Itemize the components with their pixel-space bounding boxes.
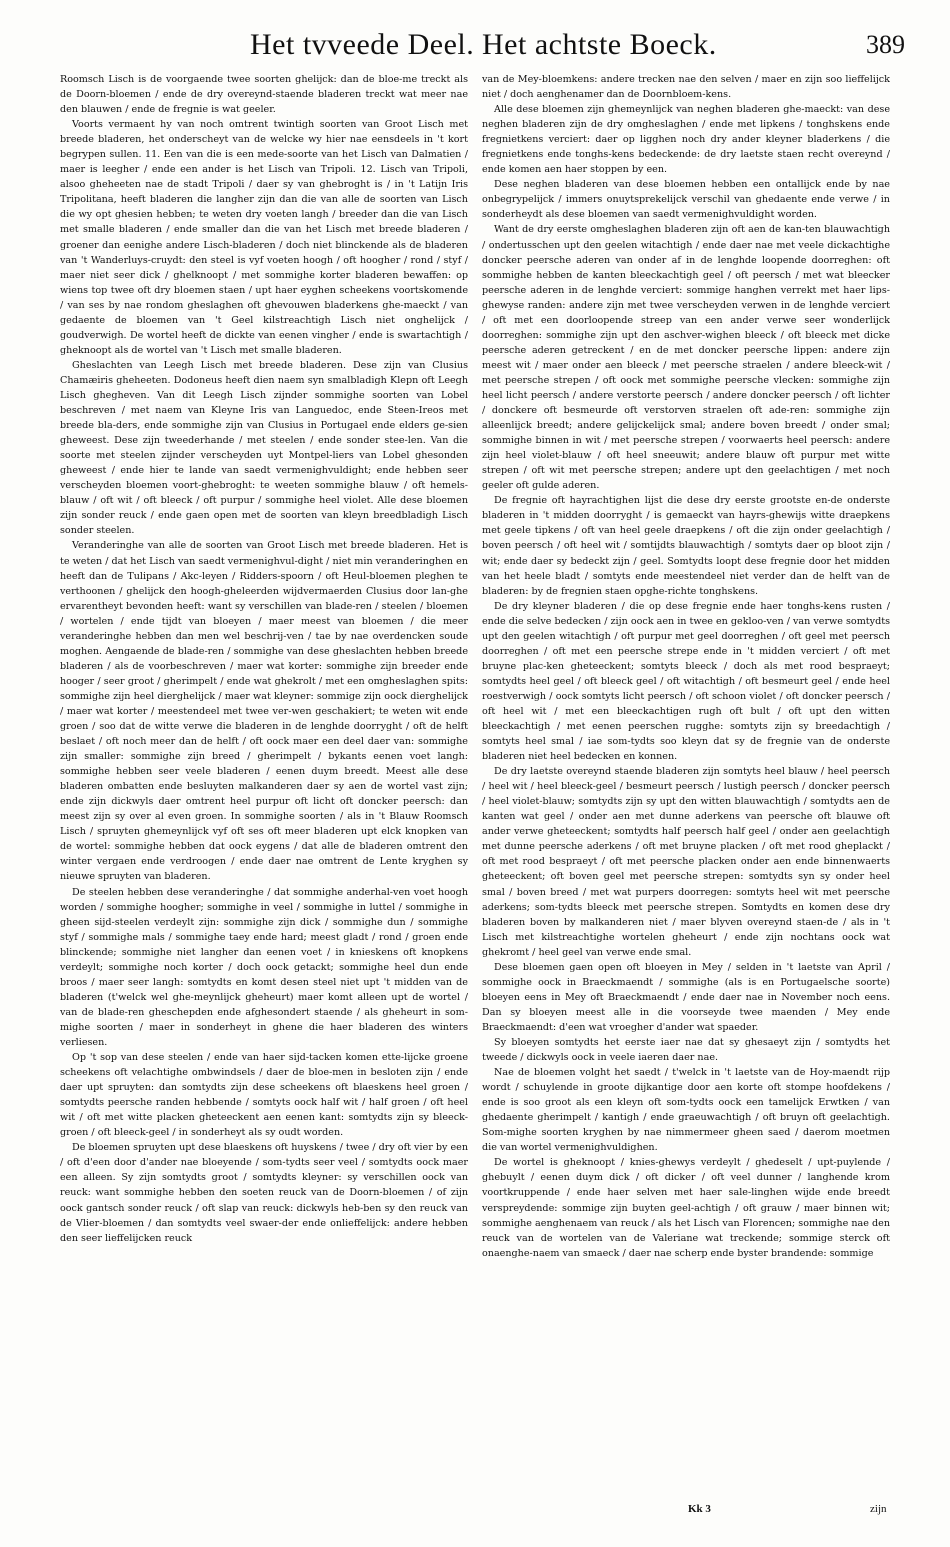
part-title: Het tvveede Deel. <box>250 28 475 61</box>
book-title: Het achtste Boeck. <box>482 28 717 61</box>
paragraph: Roomsch Lisch is de voorgaende twee soorten ghelijck: dan de bloe-me treckt als de Doorn-bloemen / ende de dry overeynd-staende bladeren treckt wat meer nae den blauwen / ende de fregnie is wat geeler. <box>60 74 468 116</box>
paragraph: De dry kleyner bladeren / die op dese fregnie ende haer tonghs-kens rusten / ende die selve bedecken / zijn oock aen in twee en gekloo-ven / van verwe somtydts upt den geelen witachtigh / oft purpur met geel doorreghen / oft geel met peersch doorreghen / oft met een peersche strepe ende in 't midden verciert / oft met bruyne plac-ken gheteeckent; somtyts bleeck / doch als met rood bespraeyt; somtydts heel geel / oft bleeck geel / oft witachtigh / oft besmeurt geel / ende heel roestverwigh / oock somtyts licht peersch / oft schoon violet / oft doncker peersch / oft heel wit / met een bleeckachtigen rugh oft bult / oft upt den witten bleeckachtigh / met eenen peerschen rugghe: somtyts zijn sy breedachtigh / somtyts heel smal / iae som-tydts soo kleyn dat sy de fregnie van de onderste bladeren niet heel bedecken en konnen. <box>482 600 890 763</box>
page-footer <box>0 1503 950 1527</box>
left-text-column <box>60 72 468 1502</box>
paragraph: De fregnie oft hayrachtighen lijst die dese dry eerste grootste en-de onderste bladeren in 't midden doorryght / is gemaeckt van hayrs-ghewijs witte draepkens met geele tipkens / oft van heel geele draepkens / oft die zijn onder geelachtigh / boven peersch / oft heel wit / somtijdts blauwachtigh / somtyts daer op bloot zijn / wit; ende daer sy bedeckt zijn / geel. Somtydts loopt dese fregnie door het midden van het heele bladt / somtyts ende meestendeel niet verder dan de helft van de bladeren: by de fregnien staen opghe-richte tonghskens. <box>482 495 890 597</box>
paragraph: Dese neghen bladeren van dese bloemen hebben een ontallijck ende by nae onbegrypelijck / immers onuytsprekelijck verschil van ghedaente ende verwe / in sonderheydt als dese bloemen van saedt vermenighvuldight worden. <box>482 179 890 221</box>
paragraph: De steelen hebben dese veranderinghe / dat sommighe anderhal-ven voet hoogh worden / sommighe hoogher; sommighe in veel / sommighe in luttel / sommighe in gheen sijd-steelen verdeylt zijn: sommighe zijn dick / sommighe dun / sommighe styf / sommighe mals / sommighe taey ende hard; meest gladt / rond / groen ende blinckende; sommighe niet langher dan eenen voet / in knieskens oft knopkens verdeylt; sommighe noch korter / doch oock getackt; sommighe heel dun ende broos / maer seer langh: somtydts en komt desen steel niet upt 't midden van de bladeren (t'welck wel ghe-meynlijck gheheurt) maer komt alleen upt de wortel / van de blade-ren gheschepden ende afghesondert staende / als gheheurt in som-mighe soorten / maer in sonderheyt in ghene die haer bladeren des winters verliesen. <box>60 886 468 1048</box>
paragraph: Voorts vermaent hy van noch omtrent twintigh soorten van Groot Lisch met breede bladeren, het onderscheyt van de welcke wy hier nae eensdeels in 't kort begrypen sullen. 11. Een van die is een mede-soorte van het Lisch van Dalmatien / maer is leegher / ende een ander is het Lisch van Tripoli. 12. Lisch van Tripoli, alsoo gheheeten nae de stadt Tripoli / daer sy van ghebroght is / in 't Latijn Iris Tripolitana, heeft bladeren die langher zijn dan die van alle de soorten van Lisch die wy opt ghesien hebben; te weten dry voeten langh / breeder dan die van Lisch met smalle bladeren / ende smaller dan die van het Lisch met breede bladeren / groener dan eenighe andere Lisch-bladeren / doch niet blinckende als de bladeren van 't Wanderluys-cruydt: den steel is vyf voeten hoogh / oft hoogher / rond / styf / maer niet seer dick / ghelknoopt / met sommighe korter bladeren bewaffen: op wiens top twee oft dry bloemen staen / upt haer eyghen scheekens voortskomende / van ses by nae rondom gheslaghen oft ghevouwen bladerkens ghe-maeckt / van gedaente de bloemen van 't Geel kilstreachtigh Lisch niet onghelijck / goudverwigh. De wortel heeft de dickte van eenen vingher / ende is swartachtigh / gheknoopt als de wortel van 't Lisch met smalle bladeren. <box>60 119 468 356</box>
paragraph: Gheslachten van Leegh Lisch met breede bladeren. Dese zijn van Clusius Chamæiris gheheeten. Dodoneus heeft dien naem syn smalbladigh Klepn oft Leegh Lisch ghegheven. Van dit Leegh Lisch zijnder sommighe soorten van Lobel beschreven / met naem van Kleyne Iris van Languedoc, ende Steen-Ireos met breede bla-ders, ende sommighe zijn van Clusius in Portugael ende elders ge-sien gheweest. Dese zijn tweederhande / met steelen / ende sonder stee-len. Van die soorte met steelen zijnder verscheyden uyt Montpel-liers van Lobel ghesonden gheweest / ende hier te lande van saedt vermenighvuldight; ende hebben seer verscheyden bloemen voort-ghebroght: te weeten sommighe blauw / oft hemels-blauw / oft wit / oft bleeck / oft purpur / sommighe heel violet. Alle dese bloemen zijn sonder reuck / ende gaen open met de soorten van kleyn breedbladigh Lisch sonder steelen. <box>60 359 468 537</box>
paragraph: Want de dry eerste omgheslaghen bladeren zijn oft aen de kan-ten blauwachtigh / ondertusschen upt den geelen witachtigh / ende daer nae met veele dickachtighe doncker peersche aderen van onder af in de lenghde loopende doorreghen: oft sommighe hebben de kanten bleeckachtigh geel / oft peersch / met wat bleecker peersche aderen in de lenghde verciert: sommige hanghen verrekt met haer lips-ghewyse randen: andere zijn met twee verscheyden verwen in de lenghde verciert / oft met een doorloopende streep van een ander verwe seer wonderlijck doorreghen: sommighe zijn upt den aschver-wighen bleeck / oft bleeck met dicke peersche aderen getreckent / en de met doncker peersche lippen: andere zijn meest wit / maer onder aen bleeck / met peersche straelen / andere bleeck-wit / met peersche strepen / oft oock met sommighe peersche vlecken: sommighe zijn heel licht peersch / andere verstorte peersch / andere doncker peersch / oft lichter / donckere oft besmeurde oft verstorven straelen oft ade-ren: sommighe zijn alleenlijck breedt; andere gelijckelijck smal; andere boven breedt / onder smal; sommighe binnen in wit / met peersche strepen / voorwaerts heel peersch: andere zijn heel violet-blauw / oft heel sneeuwit; andere blauw oft purpur met witte strepen / oft wit met peersche strepen; andere upt den geelachtigen / met noch geeler oft gulde aderen. <box>482 224 890 492</box>
page-number: 389 <box>866 30 905 59</box>
right-text-column <box>482 72 890 1502</box>
paragraph: Op 't sop van dese steelen / ende van haer sijd-tacken komen ette-lijcke groene scheekens oft velachtighe ombwindsels / daer de bloe-men in besloten zijn / ende daer upt spruyten: dan somtydts zijn dese scheekens oft blaeskens heel groen / somtydts peersche randen hebbende / somtyts oock half wit / half groen / oft heel wit / oft met witte placken gheteeckent aen eenen kant: somtydts zijn sy bleeck-groen / oft bleeck-geel / in sonderheyt als sy oudt worden. <box>60 1052 468 1139</box>
paragraph: Veranderinghe van alle de soorten van Groot Lisch met breede bladeren. Het is te weten / dat het Lisch van saedt vermenighvul-dight / niet min veranderinghen en heeft dan de Tulipans / Akc-leyen / Ridders-spoorn / oft Heul-bloemen pleghen te verthoonen / ghelijck den hoogh-gheleerden wijdvermaerden Clusius door lan-ghe ervarentheyt bevonden heeft: want sy verschillen van blade-ren / steelen / bloemen / wortelen / ende tijdt van bloeyen / maer meest van bloemen / die meer veranderinghe hebben dan men wel beschrij-ven / tae by nae overdencken soude moghen. Aengaende de blade-ren / sommighe van dese gheslachten hebben breede bladeren / als de voorbeschreven / maer wat korter: sommighe zijn breeder ende hooger / seer groot / gherimpelt / ende wat ghekrolt / met een omgheslaghen spits: sommighe zijn heel dierghelijck / maer wat kleyner: sommige zijn oock dierghelijck / maer wat korter / meestendeel met twee ver-wen geschakiert; te weten wit ende groen / soo dat de witte verwe die bladeren in de lenghde doorryght / oft de helft beslaet / oft noch meer dan de helft / oft oock maer een deel daer van: sommighe zijn smaller: sommighe zijn breed / gherimpelt / bykants eenen voet langh: sommighe hebben seer veele bladeren / eenen duym breedt. Meest alle dese bladeren ombatten ende besluyten malkanderen daer sy aen de wortel vast zijn; ende zijn dickwyls daer omtrent heel purpur oft licht oft doncker peersch: dan meest zijn sy over al even groen. In sommighe soorten / als in 't Blauw Roomsch Lisch / spruyten ghemeynlijck vyf oft ses oft meer bladeren upt elck knopken van de wortel: sommighe hebben dat oock eygens / dat alle de bladeren omtrent den winter vergaen ende verdroogen / ende daer nae omtrent de Lente kryghen sy nieuwe spruyten van bladeren. <box>60 540 468 883</box>
paragraph: Nae de bloemen volght het saedt / t'welck in 't laetste van de Hoy-maendt rijp wordt / schuylende in groote dijkantige door aen korte oft stompe hoofdekens / ende is soo groot als een kleyn oft som-tydts oock een tamelijck Erwtken / van ghedaente gherimpelt / kantigh / ende graeuwachtigh / oft bruyn oft geelachtigh. Som-mighe soorten kryghen by nae nimmermeer gheen saed / daerom moetmen die van wortel vermenighvuldighen. <box>482 1067 890 1154</box>
running-head <box>0 28 950 72</box>
paragraph: De bloemen spruyten upt dese blaeskens oft huyskens / twee / dry oft vier by een / oft d'een door d'ander nae bloeyende / som-tydts seer veel / somtydts oock maer een alleen. Sy zijn somtydts groot / somtydts kleyner: sy verschillen oock van reuck: want sommighe hebben den soeten reuck van de Doorn-bloemen / of zijn oock gantsch sonder reuck / oft slap van reuck: dickwyls heb-ben sy den reuck van de Vlier-bloemen / dan somtydts veel swaer-der ende onlieffelijck: andere hebben den seer lieffelijcken reuck <box>60 1142 468 1244</box>
signature-mark: Kk 3 <box>688 1503 711 1515</box>
paragraph: van de Mey-bloemkens: andere trecken nae den selven / maer en zijn soo lieffelijck niet / doch aenghenamer dan de Doornbloem-kens. <box>482 74 890 101</box>
paragraph: Dese bloemen gaen open oft bloeyen in Mey / selden in 't laetste van April / sommighe oock in Braeckmaendt / sommighe (als is en Portugaelsche soorte) bloeyen eens in Mey oft Braeckmaendt / ende daer nae in November noch eens. Dan sy bloeyen meest alle in die voorseyde twee maenden / Mey ende Braeckmaendt: d'een wat vroegher d'ander wat spaeder. <box>482 961 890 1033</box>
paragraph: De dry laetste overeynd staende bladeren zijn somtyts heel blauw / heel peersch / heel wit / heel bleeck-geel / besmeurt peersch / lustigh peersch / doncker peersch / heel violet-blauw; somtydts zijn sy upt den witten blauwachtigh / somtydts aen de kanten wat geel / onder aen met dunne aderkens van peersche oft blauwe oft ander verwe gheteeckent; somtydts half peersch half geel / onder aen geelachtigh met dunne peersche aderkens / oft met bruyne placken / oft met rood gheplackt / oft met rood bespraeyt / oft met peersche placken onder aen ende binnenwaerts gheteeckent; oft boven geel met peersche strepen: somtydts syn sy onder heel smal / boven breed / met wat purpers doorregen: somtyts heel wit met peersche aderkens; som-tydts bleeck met peersche strepen. Somtydts en komen dese dry bladeren boven by malkanderen niet / maer blyven overeynd staen-de / als in 't Lisch met kilstreachtighe wortelen gheheurt / ende zijn nochtans oock wat ghekromt / heel geel van verwe ende smal. <box>482 766 890 958</box>
paragraph: Sy bloeyen somtydts het eerste iaer nae dat sy ghesaeyt zijn / somtydts het tweede / dickwyls oock in veele iaeren daer nae. <box>482 1037 890 1064</box>
catchword: zijn <box>870 1503 887 1515</box>
paragraph: De wortel is gheknoopt / knies-ghewys verdeylt / ghedeselt / upt-puylende / ghebuylt / eenen duym dick / oft dicker / oft veel dunner / langhende krom voortkruppende / ende haer selven met haer sale-linghen wijde ende breedt verspreydende: sommige zijn buyten geel-achtigh / oft grauw / maer binnen wit; sommighe aenghenaem van reuck / als het Lisch van Florencen; sommighe nae den reuck van de wortelen van de Valeriane wat treckende; sommige sterck oft onaenghe-naem van smaeck / daer nae scherp ende byster brandende: sommige <box>482 1157 890 1259</box>
paragraph: Alle dese bloemen zijn ghemeynlijck van neghen bladeren ghe-maeckt: van dese neghen bladeren zijn de dry omgheslaghen / ende met lipkens / tonghskens ende fregnietkens verciert: daer op ligghen noch dry ander kleyner bladerkens / die fregnietkens ende tonghs-kens bedeckende: de dry laetste staen recht overeynd / ende komen aen haer stoppen by een. <box>482 104 890 176</box>
